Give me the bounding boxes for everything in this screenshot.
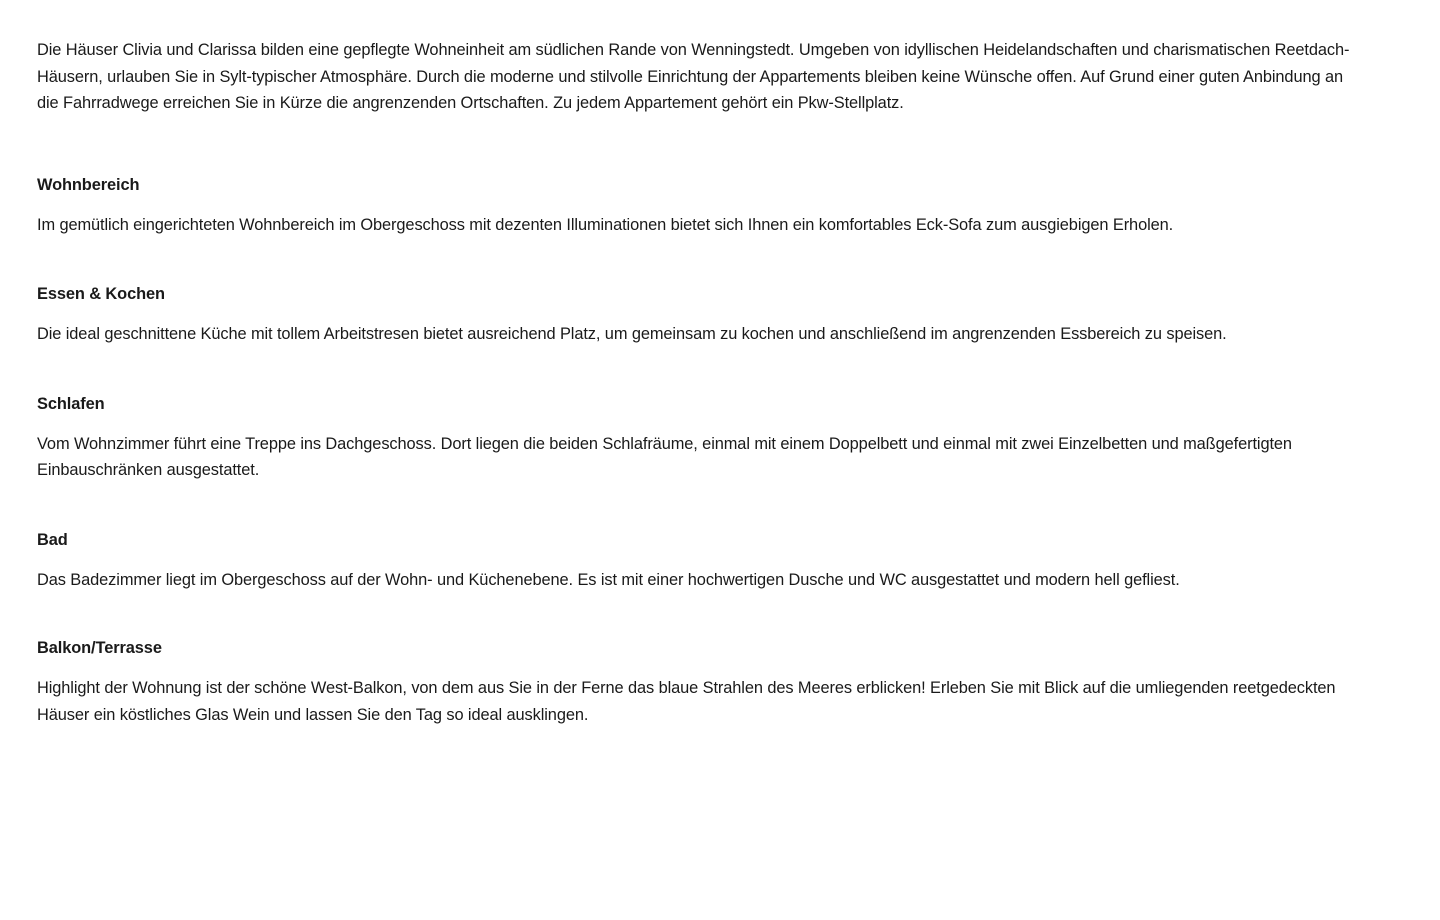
section-text: Das Badezimmer liegt im Obergeschoss auf der Wohn- und Küchenebene. Es ist mit einer hochwertigen Dusche und WC ausgestattet und modern hell gefliest. <box>37 570 1180 589</box>
section-heading: Schlafen <box>37 394 105 413</box>
section-text: Die ideal geschnittene Küche mit tollem Arbeitstresen bietet ausreichend Platz, um gemeinsam zu kochen und anschließend im angrenzenden Essbereich zu speisen. <box>37 325 1227 343</box>
section-text: Vom Wohnzimmer führt eine Treppe ins Dachgeschoss. Dort liegen die beiden Schlafräume, einmal mit einem Doppelbett und einmal mit zwei Einzelbetten und maßgefertigten Einbauschränken ausgestattet. <box>37 434 1292 479</box>
section-text: Highlight der Wohnung ist der schöne West-Balkon, von dem aus Sie in der Ferne das blaue Strahlen des Meeres erblicken! Erleben Sie mit Blick auf die umliegenden reetgedeckten Häuser ein köstliches Glas Wein und lassen Sie den Tag so ideal ausklingen. <box>37 679 1336 724</box>
document-body <box>37 37 1357 728</box>
section-schlafen <box>37 391 1357 484</box>
section-heading: Wohnbereich <box>37 175 140 194</box>
section-essen-kochen <box>37 281 1357 348</box>
section-bad <box>37 527 1357 594</box>
section-heading: Essen & Kochen <box>37 285 165 303</box>
section-balkon-terrasse <box>37 635 1357 728</box>
section-heading: Bad <box>37 530 68 549</box>
section-text: Im gemütlich eingerichteten Wohnbereich im Obergeschoss mit dezenten Illuminationen bietet sich Ihnen ein komfortables Eck-Sofa zum ausgiebigen Erholen. <box>37 215 1174 234</box>
intro-paragraph: Die Häuser Clivia und Clarissa bilden eine gepflegte Wohneinheit am südlichen Rande von Wenningstedt. Umgeben von idyllischen Heidelandschaften und charismatischen Reetdach-Häusern, urlauben Sie in Sylt-typischer Atmosphäre. Durch die moderne und stilvolle Einrichtung der Appartements bleiben keine Wünsche offen. Auf Grund einer guten Anbindung an die Fahrradwege erreichen Sie in Kürze die angrenzenden Ortschaften. Zu jedem Appartement gehört ein Pkw-Stellplatz. <box>37 41 1350 112</box>
section-wohnbereich <box>37 172 1357 239</box>
section-heading: Balkon/Terrasse <box>37 639 162 657</box>
